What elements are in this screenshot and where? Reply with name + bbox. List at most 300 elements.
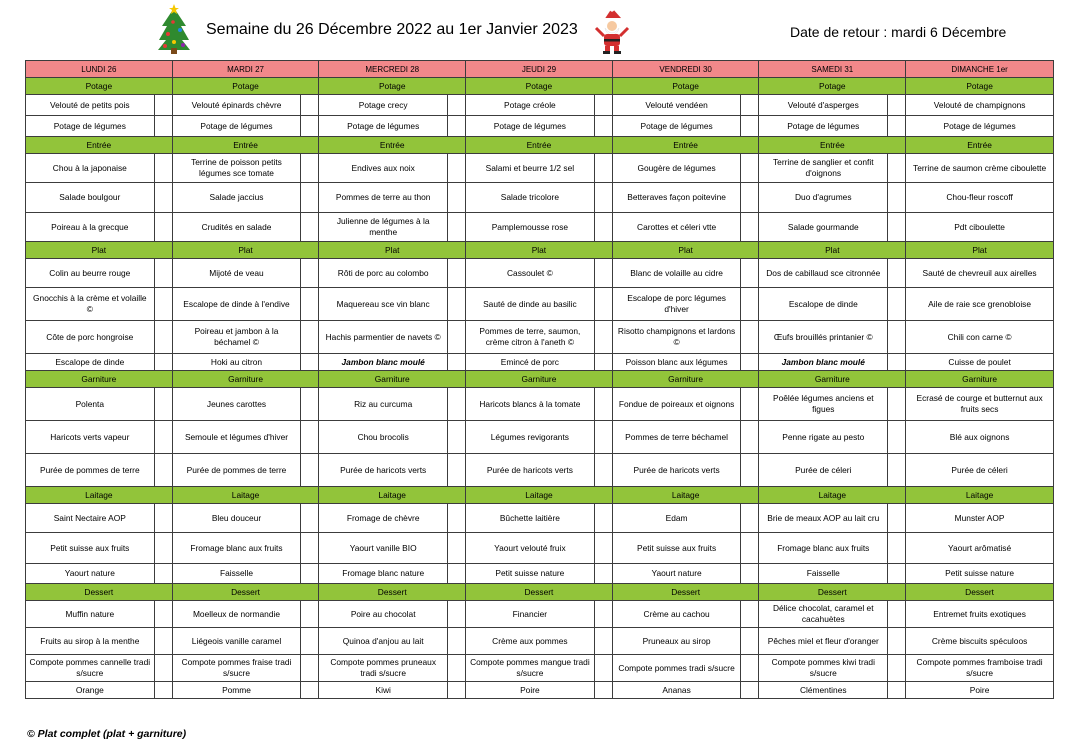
menu-item: Fondue de poireaux et oignons [612, 388, 741, 421]
menu-item: Potage de légumes [172, 116, 301, 137]
menu-item: Muffin nature [26, 601, 155, 628]
menu-item: Escalope de dinde à l'endive [172, 288, 301, 321]
selection-box[interactable] [888, 421, 906, 454]
menu-item: Jeunes carottes [172, 388, 301, 421]
menu-item: Purée de céleri [759, 454, 888, 487]
menu-item: Haricots blancs à la tomate [466, 388, 595, 421]
menu-item: Brie de meaux AOP au lait cru [759, 504, 888, 533]
menu-item: Purée de céleri [906, 454, 1054, 487]
menu-item: Riz au curcuma [319, 388, 448, 421]
selection-box[interactable] [154, 388, 172, 421]
menu-row [26, 628, 1054, 655]
selection-box[interactable] [888, 259, 906, 288]
menu-item: Velouté vendéen [612, 95, 741, 116]
menu-item: Escalope de dinde [26, 354, 155, 371]
selection-box[interactable] [154, 533, 172, 564]
category-header: Dessert [466, 584, 613, 601]
category-header: Potage [906, 78, 1054, 95]
menu-item: Potage de légumes [759, 116, 888, 137]
menu-item: Velouté de petits pois [26, 95, 155, 116]
category-header: Plat [26, 242, 173, 259]
menu-item: Jambon blanc moulé [319, 354, 448, 371]
selection-box[interactable] [154, 213, 172, 242]
selection-box[interactable] [594, 354, 612, 371]
selection-box[interactable] [888, 655, 906, 682]
menu-item: Compote pommes mangue tradi s/sucre [466, 655, 595, 682]
selection-box[interactable] [447, 183, 465, 213]
selection-box[interactable] [447, 601, 465, 628]
selection-box[interactable] [594, 601, 612, 628]
selection-box[interactable] [741, 183, 759, 213]
selection-box[interactable] [741, 213, 759, 242]
menu-row [26, 388, 1054, 421]
selection-box[interactable] [301, 454, 319, 487]
selection-box[interactable] [594, 388, 612, 421]
selection-box[interactable] [301, 213, 319, 242]
menu-item: Poisson blanc aux légumes [612, 354, 741, 371]
selection-box[interactable] [301, 183, 319, 213]
menu-item: Compote pommes tradi s/sucre [612, 655, 741, 682]
selection-box[interactable] [447, 259, 465, 288]
category-header: Garniture [906, 371, 1054, 388]
selection-box[interactable] [447, 533, 465, 564]
selection-box[interactable] [154, 321, 172, 354]
selection-box[interactable] [741, 95, 759, 116]
menu-item: Compote pommes cannelle tradi s/sucre [26, 655, 155, 682]
selection-box[interactable] [301, 533, 319, 564]
selection-box[interactable] [594, 95, 612, 116]
day-header: VENDREDI 30 [612, 61, 759, 78]
category-row-plat [26, 242, 1054, 259]
menu-item: Liégeois vanille caramel [172, 628, 301, 655]
menu-item: Chou brocolis [319, 421, 448, 454]
menu-item: Betteraves façon poitevine [612, 183, 741, 213]
menu-item: Yaourt vanille BIO [319, 533, 448, 564]
selection-box[interactable] [594, 504, 612, 533]
selection-box[interactable] [888, 564, 906, 584]
selection-box[interactable] [154, 354, 172, 371]
category-row-entrée [26, 137, 1054, 154]
menu-item: Poireau et jambon à la béchamel © [172, 321, 301, 354]
menu-row [26, 655, 1054, 682]
selection-box[interactable] [741, 116, 759, 137]
menu-item: Compote pommes pruneaux tradi s/sucre [319, 655, 448, 682]
menu-item: Moelleux de normandie [172, 601, 301, 628]
selection-box[interactable] [594, 682, 612, 699]
category-header: Laitage [319, 487, 466, 504]
selection-box[interactable] [301, 421, 319, 454]
menu-item: Bleu douceur [172, 504, 301, 533]
category-header: Potage [759, 78, 906, 95]
menu-item: Faisselle [759, 564, 888, 584]
category-row-dessert [26, 584, 1054, 601]
menu-item: Edam [612, 504, 741, 533]
page-header [0, 0, 1078, 60]
selection-box[interactable] [301, 154, 319, 183]
selection-box[interactable] [447, 354, 465, 371]
category-header: Dessert [26, 584, 173, 601]
menu-row [26, 183, 1054, 213]
selection-box[interactable] [447, 154, 465, 183]
menu-item: Mijoté de veau [172, 259, 301, 288]
menu-item: Poire au chocolat [319, 601, 448, 628]
menu-item: Pomme [172, 682, 301, 699]
category-header: Dessert [906, 584, 1054, 601]
selection-box[interactable] [741, 564, 759, 584]
menu-item: Pdt ciboulette [906, 213, 1054, 242]
menu-item: Chili con carne © [906, 321, 1054, 354]
selection-box[interactable] [888, 183, 906, 213]
category-header: Potage [612, 78, 759, 95]
selection-box[interactable] [741, 154, 759, 183]
menu-item: Purée de pommes de terre [26, 454, 155, 487]
selection-box[interactable] [741, 601, 759, 628]
selection-box[interactable] [447, 388, 465, 421]
selection-box[interactable] [741, 628, 759, 655]
selection-box[interactable] [594, 154, 612, 183]
menu-item: Faisselle [172, 564, 301, 584]
selection-box[interactable] [888, 116, 906, 137]
menu-item: Fromage blanc aux fruits [172, 533, 301, 564]
selection-box[interactable] [594, 288, 612, 321]
selection-box[interactable] [301, 116, 319, 137]
menu-row [26, 288, 1054, 321]
menu-item: Endives aux noix [319, 154, 448, 183]
selection-box[interactable] [154, 682, 172, 699]
menu-item: Œufs brouillés printanier © [759, 321, 888, 354]
category-header: Garniture [612, 371, 759, 388]
selection-box[interactable] [301, 682, 319, 699]
menu-item: Financier [466, 601, 595, 628]
selection-box[interactable] [447, 564, 465, 584]
menu-item: Petit suisse nature [466, 564, 595, 584]
category-header: Plat [172, 242, 319, 259]
selection-box[interactable] [741, 354, 759, 371]
selection-box[interactable] [888, 682, 906, 699]
selection-box[interactable] [888, 154, 906, 183]
category-header: Laitage [172, 487, 319, 504]
selection-box[interactable] [154, 564, 172, 584]
category-header: Potage [466, 78, 613, 95]
menu-item: Haricots verts vapeur [26, 421, 155, 454]
menu-item: Julienne de légumes à la menthe [319, 213, 448, 242]
selection-box[interactable] [447, 213, 465, 242]
menu-item: Blanc de volaille au cidre [612, 259, 741, 288]
selection-box[interactable] [301, 388, 319, 421]
menu-item: Poireau à la grecque [26, 213, 155, 242]
selection-box[interactable] [594, 421, 612, 454]
menu-item: Yaourt nature [26, 564, 155, 584]
category-header: Plat [466, 242, 613, 259]
santa-claus-icon [594, 8, 630, 54]
menu-item: Poire [466, 682, 595, 699]
category-header: Laitage [26, 487, 173, 504]
category-header: Entrée [906, 137, 1054, 154]
category-header: Garniture [26, 371, 173, 388]
menu-row [26, 154, 1054, 183]
menu-item: Crudités en salade [172, 213, 301, 242]
menu-item: Fromage blanc nature [319, 564, 448, 584]
menu-item: Fruits au sirop à la menthe [26, 628, 155, 655]
selection-box[interactable] [154, 95, 172, 116]
selection-box[interactable] [594, 628, 612, 655]
selection-box[interactable] [447, 321, 465, 354]
menu-item: Compote pommes fraise tradi s/sucre [172, 655, 301, 682]
category-header: Garniture [466, 371, 613, 388]
menu-item: Fromage blanc aux fruits [759, 533, 888, 564]
menu-item: Pamplemousse rose [466, 213, 595, 242]
menu-item: Cuisse de poulet [906, 354, 1054, 371]
menu-item: Poire [906, 682, 1054, 699]
menu-item: Potage de légumes [466, 116, 595, 137]
menu-item: Légumes revigorants [466, 421, 595, 454]
day-header: MERCREDI 28 [319, 61, 466, 78]
menu-item: Pruneaux au sirop [612, 628, 741, 655]
selection-box[interactable] [154, 628, 172, 655]
category-header: Garniture [319, 371, 466, 388]
category-header: Potage [172, 78, 319, 95]
selection-box[interactable] [594, 321, 612, 354]
menu-row [26, 504, 1054, 533]
menu-item: Pommes de terre, saumon, crème citron à l'aneth © [466, 321, 595, 354]
category-header: Entrée [759, 137, 906, 154]
selection-box[interactable] [888, 388, 906, 421]
menu-item: Sauté de dinde au basilic [466, 288, 595, 321]
category-header: Dessert [612, 584, 759, 601]
day-header: SAMEDI 31 [759, 61, 906, 78]
menu-item: Potage de légumes [612, 116, 741, 137]
menu-item: Petit suisse aux fruits [26, 533, 155, 564]
selection-box[interactable] [301, 95, 319, 116]
selection-box[interactable] [741, 504, 759, 533]
menu-item: Potage de légumes [26, 116, 155, 137]
selection-box[interactable] [888, 288, 906, 321]
menu-item: Semoule et légumes d'hiver [172, 421, 301, 454]
selection-box[interactable] [447, 116, 465, 137]
menu-item: Cassoulet © [466, 259, 595, 288]
menu-item: Purée de haricots verts [319, 454, 448, 487]
selection-box[interactable] [888, 354, 906, 371]
selection-box[interactable] [301, 288, 319, 321]
category-row-laitage [26, 487, 1054, 504]
menu-item: Gnocchis à la crème et volaille © [26, 288, 155, 321]
menu-item: Ananas [612, 682, 741, 699]
selection-box[interactable] [447, 682, 465, 699]
menu-item: Escalope de dinde [759, 288, 888, 321]
menu-item: Velouté épinards chèvre [172, 95, 301, 116]
menu-row [26, 95, 1054, 116]
menu-item: Salade tricolore [466, 183, 595, 213]
selection-box[interactable] [447, 454, 465, 487]
selection-box[interactable] [301, 628, 319, 655]
menu-item: Potage créole [466, 95, 595, 116]
menu-item: Quinoa d'anjou au lait [319, 628, 448, 655]
footnote: © Plat complet (plat + garniture) [27, 728, 187, 740]
category-header: Entrée [319, 137, 466, 154]
selection-box[interactable] [154, 154, 172, 183]
selection-box[interactable] [594, 454, 612, 487]
selection-box[interactable] [594, 655, 612, 682]
selection-box[interactable] [301, 321, 319, 354]
selection-box[interactable] [301, 259, 319, 288]
menu-item: Crème biscuits spéculoos [906, 628, 1054, 655]
menu-row [26, 116, 1054, 137]
selection-box[interactable] [154, 116, 172, 137]
menu-item: Purée de haricots verts [612, 454, 741, 487]
selection-box[interactable] [447, 95, 465, 116]
menu-item: Gougère de légumes [612, 154, 741, 183]
category-row-potage [26, 78, 1054, 95]
selection-box[interactable] [594, 116, 612, 137]
selection-box[interactable] [447, 628, 465, 655]
category-header: Potage [26, 78, 173, 95]
menu-item: Jambon blanc moulé [759, 354, 888, 371]
day-header: LUNDI 26 [26, 61, 173, 78]
menu-item: Crème au cachou [612, 601, 741, 628]
menu-item: Compote pommes framboise tradi s/sucre [906, 655, 1054, 682]
selection-box[interactable] [888, 213, 906, 242]
selection-box[interactable] [888, 601, 906, 628]
category-header: Dessert [172, 584, 319, 601]
selection-box[interactable] [301, 564, 319, 584]
menu-item: Orange [26, 682, 155, 699]
category-header: Garniture [759, 371, 906, 388]
menu-item: Bûchette laitière [466, 504, 595, 533]
selection-box[interactable] [447, 655, 465, 682]
menu-item: Yaourt nature [612, 564, 741, 584]
selection-box[interactable] [301, 504, 319, 533]
menu-row [26, 321, 1054, 354]
christmas-tree-icon [156, 4, 192, 54]
menu-item: Pommes de terre béchamel [612, 421, 741, 454]
category-header: Plat [612, 242, 759, 259]
selection-box[interactable] [888, 628, 906, 655]
selection-box[interactable] [154, 288, 172, 321]
page-title: Semaine du 26 Décembre 2022 au 1er Janvier 2023 [206, 21, 578, 38]
menu-item: Dos de cabillaud sce citronnée [759, 259, 888, 288]
selection-box[interactable] [741, 321, 759, 354]
menu-item: Compote pommes kiwi tradi s/sucre [759, 655, 888, 682]
day-header: JEUDI 29 [466, 61, 613, 78]
selection-box[interactable] [154, 421, 172, 454]
selection-box[interactable] [594, 533, 612, 564]
menu-item: Purée de haricots verts [466, 454, 595, 487]
menu-item: Potage crecy [319, 95, 448, 116]
menu-item: Penne rigate au pesto [759, 421, 888, 454]
category-header: Entrée [466, 137, 613, 154]
category-header: Entrée [26, 137, 173, 154]
selection-box[interactable] [741, 288, 759, 321]
selection-box[interactable] [594, 259, 612, 288]
menu-item: Purée de pommes de terre [172, 454, 301, 487]
menu-row [26, 601, 1054, 628]
menu-row [26, 354, 1054, 371]
menu-item: Colin au beurre rouge [26, 259, 155, 288]
selection-box[interactable] [154, 454, 172, 487]
menu-item: Poêlée légumes anciens et figues [759, 388, 888, 421]
selection-box[interactable] [447, 504, 465, 533]
menu-item: Hachis parmentier de navets © [319, 321, 448, 354]
selection-box[interactable] [741, 421, 759, 454]
menu-item: Emincé de porc [466, 354, 595, 371]
menu-item: Potage de légumes [319, 116, 448, 137]
selection-box[interactable] [447, 421, 465, 454]
menu-item: Chou à la japonaise [26, 154, 155, 183]
selection-box[interactable] [888, 504, 906, 533]
menu-item: Salade boulgour [26, 183, 155, 213]
selection-box[interactable] [741, 682, 759, 699]
selection-box[interactable] [447, 288, 465, 321]
selection-box[interactable] [154, 183, 172, 213]
menu-item: Carottes et céleri vtte [612, 213, 741, 242]
category-header: Entrée [612, 137, 759, 154]
return-date: Date de retour : mardi 6 Décembre [790, 24, 1007, 40]
selection-box[interactable] [301, 601, 319, 628]
selection-box[interactable] [741, 388, 759, 421]
category-row-garniture [26, 371, 1054, 388]
menu-item: Délice chocolat, caramel et cacahuètes [759, 601, 888, 628]
selection-box[interactable] [301, 354, 319, 371]
selection-box[interactable] [154, 655, 172, 682]
menu-item: Pommes de terre au thon [319, 183, 448, 213]
menu-row [26, 564, 1054, 584]
category-header: Plat [319, 242, 466, 259]
menu-item: Clémentines [759, 682, 888, 699]
selection-box[interactable] [594, 564, 612, 584]
selection-box[interactable] [741, 454, 759, 487]
category-header: Garniture [172, 371, 319, 388]
selection-box[interactable] [154, 504, 172, 533]
menu-item: Yaourt velouté fruix [466, 533, 595, 564]
menu-item: Blé aux oignons [906, 421, 1054, 454]
selection-box[interactable] [888, 321, 906, 354]
menu-item: Fromage de chèvre [319, 504, 448, 533]
menu-row [26, 259, 1054, 288]
menu-item: Salade gourmande [759, 213, 888, 242]
menu-item: Kiwi [319, 682, 448, 699]
selection-box[interactable] [594, 213, 612, 242]
day-header: DIMANCHE 1er [906, 61, 1054, 78]
menu-row [26, 421, 1054, 454]
menu-item: Petit suisse aux fruits [612, 533, 741, 564]
menu-row [26, 682, 1054, 699]
menu-item: Terrine de saumon crème ciboulette [906, 154, 1054, 183]
selection-box[interactable] [594, 183, 612, 213]
selection-box[interactable] [154, 601, 172, 628]
selection-box[interactable] [888, 533, 906, 564]
selection-box[interactable] [741, 655, 759, 682]
selection-box[interactable] [154, 259, 172, 288]
menu-item: Terrine de sanglier et confit d'oignons [759, 154, 888, 183]
menu-item: Polenta [26, 388, 155, 421]
menu-item: Risotto champignons et lardons © [612, 321, 741, 354]
selection-box[interactable] [301, 655, 319, 682]
menu-item: Petit suisse nature [906, 564, 1054, 584]
menu-item: Terrine de poisson petits légumes sce tomate [172, 154, 301, 183]
menu-item: Yaourt arômatisé [906, 533, 1054, 564]
category-header: Laitage [759, 487, 906, 504]
category-header: Laitage [612, 487, 759, 504]
menu-item: Crème aux pommes [466, 628, 595, 655]
menu-item: Chou-fleur roscoff [906, 183, 1054, 213]
selection-box[interactable] [741, 533, 759, 564]
menu-item: Ecrasé de courge et butternut aux fruits secs [906, 388, 1054, 421]
menu-item: Hoki au citron [172, 354, 301, 371]
selection-box[interactable] [888, 454, 906, 487]
selection-box[interactable] [741, 259, 759, 288]
menu-row [26, 213, 1054, 242]
selection-box[interactable] [888, 95, 906, 116]
